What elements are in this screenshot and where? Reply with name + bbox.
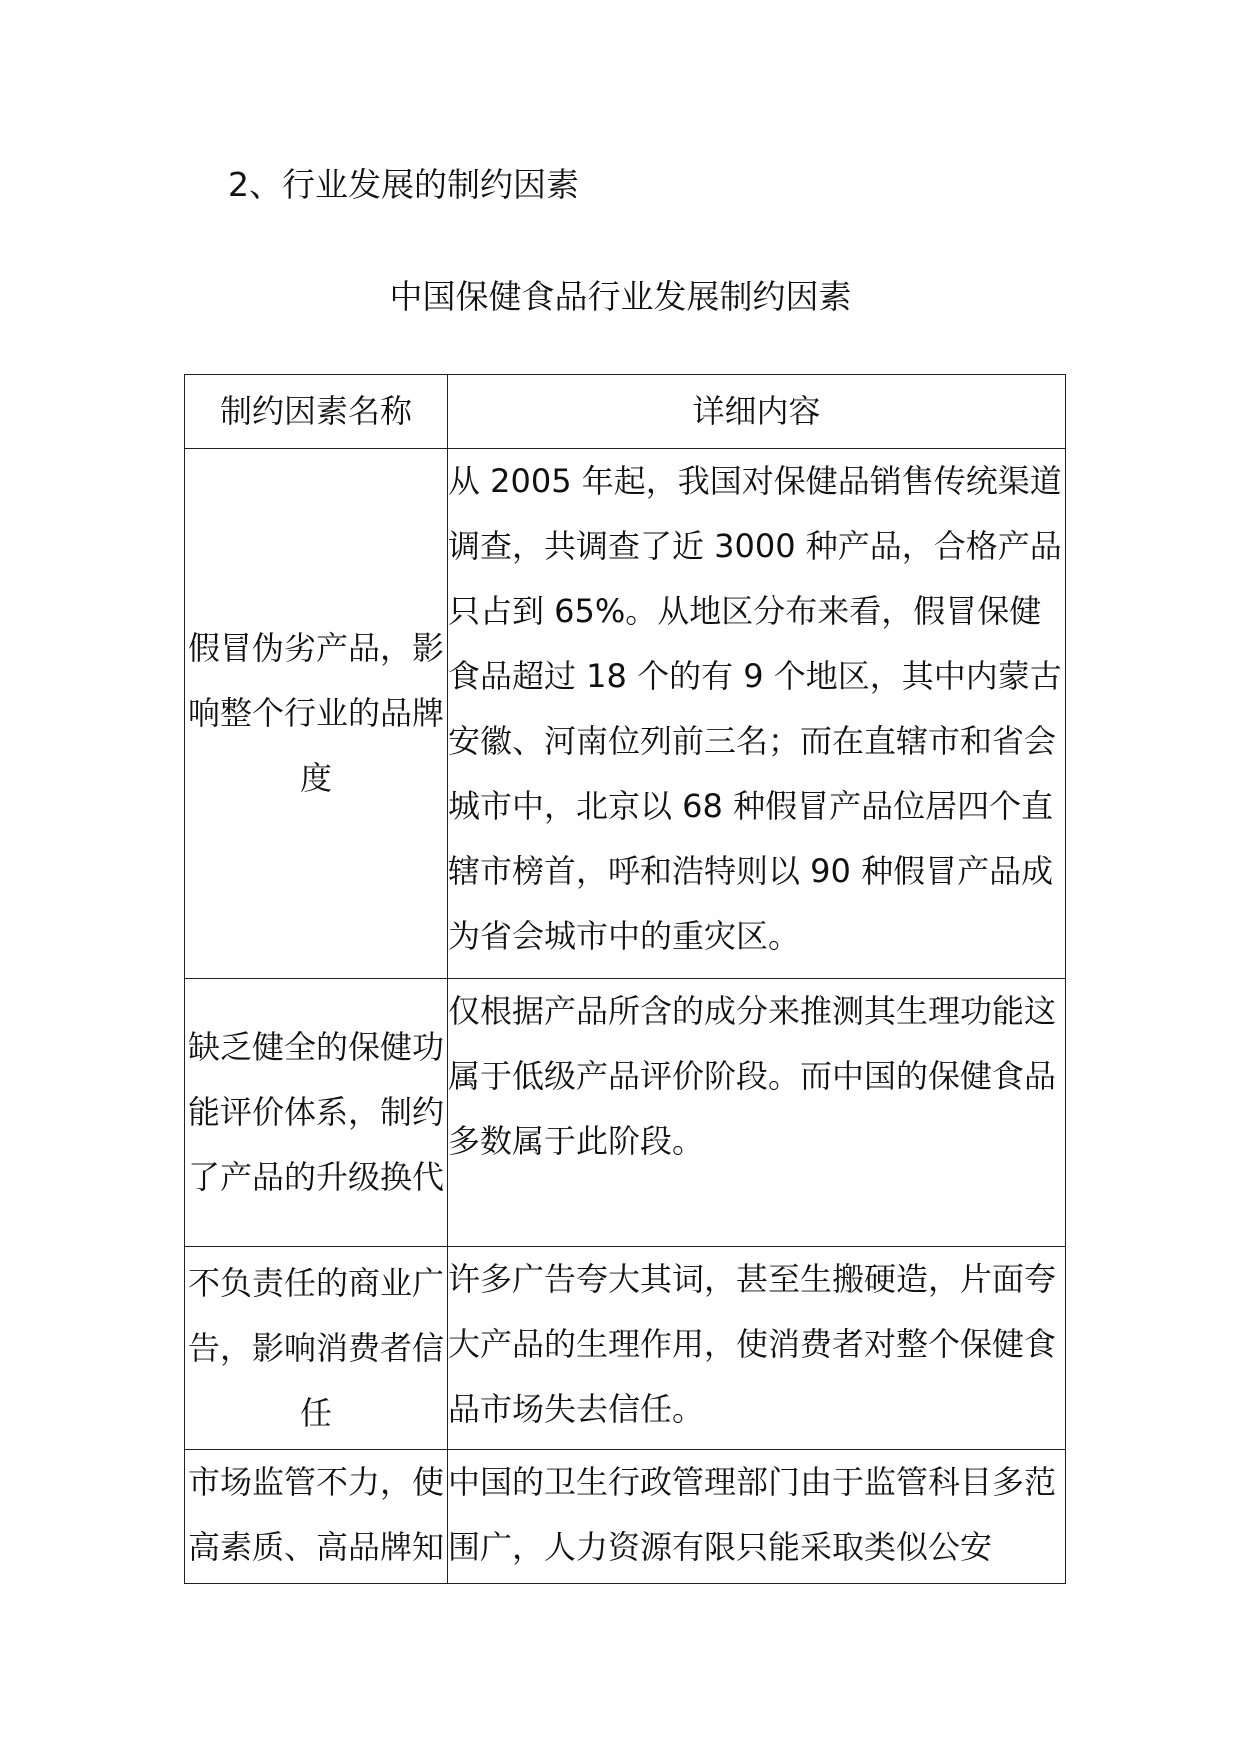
table-title: 中国保健食品行业发展制约因素 [389, 277, 852, 316]
header-factor-name: 制约因素名称 [185, 375, 448, 449]
constraint-factors-table [184, 374, 1066, 1584]
factor-name-cell: 不负责任的商业广告，影响消费者信任 [185, 1247, 448, 1450]
table-header-row [185, 375, 1066, 449]
factor-name-cell: 市场监管不力，使高素质、高品牌知 [185, 1450, 448, 1584]
factor-name-cell: 假冒伪劣产品，影响整个行业的品牌度 [185, 449, 448, 979]
factor-name-cell: 缺乏健全的保健功能评价体系，制约了产品的升级换代 [185, 979, 448, 1247]
factor-detail-cell: 许多广告夸大其词，甚至生搬硬造，片面夸大产品的生理作用，使消费者对整个保健食品市场失去信任。 [448, 1247, 1066, 1450]
factor-detail-cell: 从 2005 年起，我国对保健品销售传统渠道调查，共调查了近 3000 种产品，合格产品只占到 65%。从地区分布来看，假冒保健食品超过 18 个的有 9 个地区，其中内蒙古安徽、河南位列前三名；而在直辖市和省会城市中，北京以 68 种假冒产品位居四个直辖市榜首，呼和浩特则以 90 种假冒产品成为省会城市中的重灾区。 [448, 449, 1066, 979]
section-heading: 2、行业发展的制约因素 [228, 165, 579, 204]
table-row [185, 1450, 1066, 1584]
factor-detail-cell: 中国的卫生行政管理部门由于监管科目多范围广，人力资源有限只能采取类似公安 [448, 1450, 1066, 1584]
table-row [185, 449, 1066, 979]
header-detail: 详细内容 [448, 375, 1066, 449]
table-row [185, 1247, 1066, 1450]
table-row [185, 979, 1066, 1247]
factor-detail-cell: 仅根据产品所含的成分来推测其生理功能这属于低级产品评价阶段。而中国的保健食品多数属于此阶段。 [448, 979, 1066, 1247]
